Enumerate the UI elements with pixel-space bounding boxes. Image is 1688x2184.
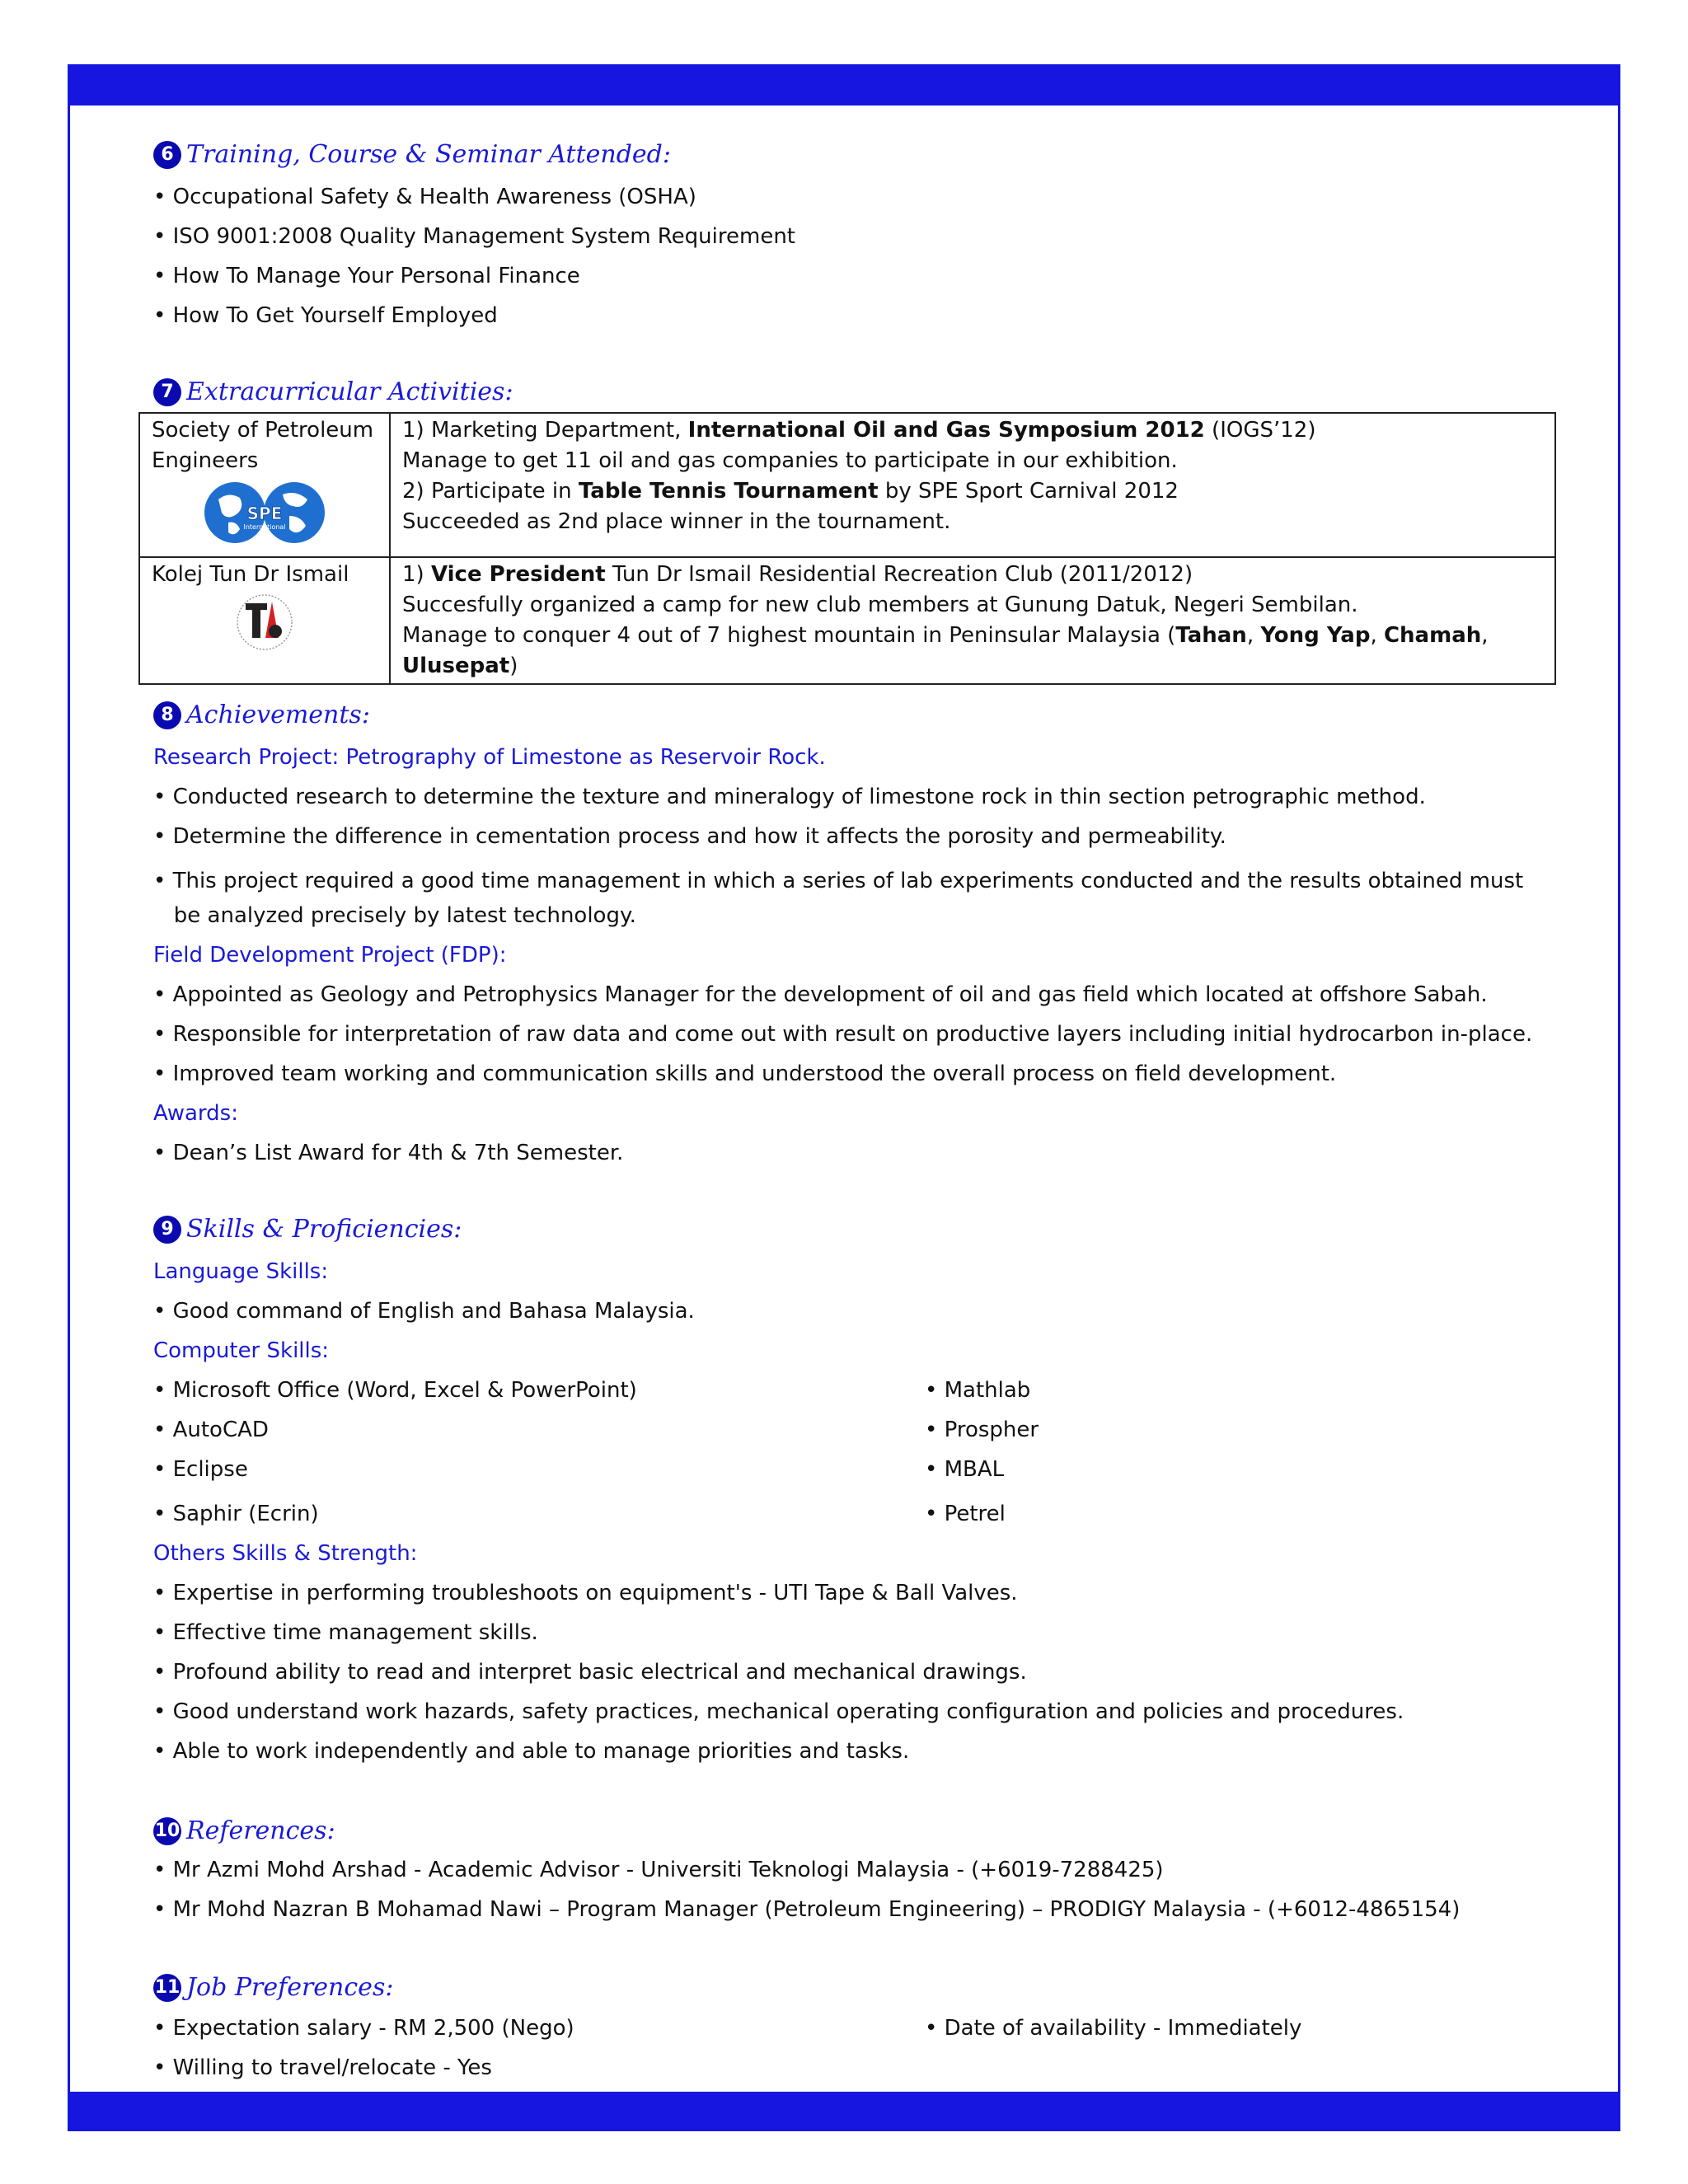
- list-item: • Willing to travel/relocate - Yes: [153, 2055, 492, 2080]
- list-item: • Profound ability to read and interpret basic electrical and mechanical drawings.: [153, 1660, 1027, 1685]
- list-item: • Mr Azmi Mohd Arshad - Academic Advisor - Universiti Teknologi Malaysia - (+6019-7288425): [153, 1858, 1164, 1882]
- subheading: Others Skills & Strength:: [153, 1541, 418, 1566]
- section-number-badge: 8: [153, 701, 181, 729]
- spe-logo: [152, 480, 377, 555]
- activity-line: 1) Vice President Tun Dr Ismail Residential Recreation Club (2011/2012): [402, 562, 1193, 587]
- section-title-text: References:: [186, 1816, 335, 1845]
- list-item: • How To Get Yourself Employed: [153, 303, 498, 328]
- list-item: • Saphir (Ecrin): [153, 1502, 319, 1526]
- list-item: be analyzed precisely by latest technology.: [153, 903, 636, 928]
- section-title-extracurricular: [153, 377, 513, 406]
- activity-line: Succesfully organized a camp for new club members at Gunung Datuk, Negeri Sembilan.: [402, 593, 1358, 617]
- activity-line: Manage to conquer 4 out of 7 highest mountain in Peninsular Malaysia (Tahan, Yong Yap, Chamah, Ulusepat): [402, 623, 1489, 678]
- list-item: • Mathlab: [925, 1378, 1031, 1403]
- list-item: • Occupational Safety & Health Awareness (OSHA): [153, 185, 696, 209]
- list-item: • Dean’s List Award for 4th & 7th Semester.: [153, 1141, 624, 1165]
- section-number-badge: 7: [153, 378, 181, 406]
- section-number-badge: 11: [153, 1974, 181, 2002]
- org-name-line: Society of Petroleum: [152, 418, 374, 443]
- table-row: [139, 557, 1555, 684]
- list-item: • Expectation salary - RM 2,500 (Nego): [153, 2016, 574, 2041]
- subheading: Field Development Project (FDP):: [153, 943, 507, 968]
- list-item: • Determine the difference in cementation process and how it affects the porosity and permeability.: [153, 824, 1226, 849]
- ktdi-logo: [152, 593, 377, 660]
- list-item: • Expertise in performing troubleshoots on equipment's - UTI Tape & Ball Valves.: [153, 1581, 1018, 1605]
- activity-line: 1) Marketing Department, International Oil and Gas Symposium 2012 (IOGS’12): [402, 418, 1316, 443]
- section-title-text: Training, Course & Seminar Attended:: [186, 140, 671, 169]
- spe-logo-text: SPE: [246, 504, 283, 523]
- list-item: • Conducted research to determine the texture and mineralogy of limestone rock in thin section petrographic method.: [153, 785, 1426, 809]
- subheading: Language Skills:: [153, 1259, 329, 1284]
- extracurricular-table: [138, 412, 1556, 685]
- section-title-text: Skills & Proficiencies:: [186, 1215, 462, 1244]
- section-title-job-preferences: [153, 1973, 393, 2002]
- section-title-skills: [153, 1215, 462, 1244]
- org-name-line: Engineers: [152, 448, 259, 473]
- list-item: • ISO 9001:2008 Quality Management System Requirement: [153, 224, 795, 249]
- subheading: Awards:: [153, 1101, 238, 1126]
- subheading: Research Project: Petrography of Limestone as Reservoir Rock.: [153, 745, 826, 770]
- section-title-text: Job Preferences:: [186, 1973, 394, 2002]
- activity-line: Succeeded as 2nd place winner in the tournament.: [402, 509, 951, 534]
- section-title-text: Extracurricular Activities:: [186, 377, 513, 406]
- spe-globe-icon: [204, 480, 326, 546]
- list-item: • Good understand work hazards, safety practices, mechanical operating configuration and policies and procedures.: [153, 1699, 1404, 1724]
- list-item: • Prospher: [925, 1418, 1039, 1442]
- list-item: • How To Manage Your Personal Finance: [153, 264, 580, 288]
- list-item: • Responsible for interpretation of raw data and come out with result on productive layers including initial hydrocarbon in-place.: [153, 1022, 1533, 1047]
- section-title-training: [153, 140, 671, 169]
- list-item: • Good command of English and Bahasa Malaysia.: [153, 1299, 695, 1324]
- activity-line: Manage to get 11 oil and gas companies to participate in our exhibition.: [402, 448, 1178, 473]
- activity-cell: [390, 413, 1555, 557]
- list-item: • Microsoft Office (Word, Excel & PowerPoint): [153, 1378, 637, 1403]
- list-item: • Able to work independently and able to manage priorities and tasks.: [153, 1739, 910, 1764]
- list-item: • Date of availability - Immediately: [925, 2016, 1302, 2041]
- org-name-line: Kolej Tun Dr Ismail: [152, 562, 349, 587]
- subheading: Computer Skills:: [153, 1338, 330, 1363]
- list-item: • Eclipse: [153, 1457, 248, 1482]
- list-item: • Effective time management skills.: [153, 1620, 538, 1645]
- section-title-references: [153, 1816, 335, 1845]
- org-cell: [139, 557, 390, 684]
- list-item: • MBAL: [925, 1457, 1005, 1482]
- section-title-achievements: [153, 701, 370, 729]
- list-item: • AutoCAD: [153, 1418, 269, 1442]
- list-item: • Mr Mohd Nazran B Mohamad Nawi – Program Manager (Petroleum Engineering) – PRODIGY Malaysia - (+6012-4865154): [153, 1897, 1461, 1922]
- top-banner: [68, 64, 1620, 105]
- section-number-badge: 10: [153, 1817, 181, 1845]
- bottom-banner: [68, 2092, 1620, 2131]
- activity-line: 2) Participate in Table Tennis Tournament by SPE Sport Carnival 2012: [402, 479, 1179, 504]
- org-cell: [139, 413, 390, 557]
- list-item: • Petrel: [925, 1502, 1006, 1526]
- spe-logo-subtext: International: [243, 523, 286, 531]
- list-item: • Appointed as Geology and Petrophysics Manager for the development of oil and gas field which located at offshore Sabah.: [153, 982, 1488, 1007]
- section-number-badge: 9: [153, 1216, 181, 1244]
- table-row: [139, 413, 1555, 557]
- section-title-text: Achievements:: [186, 701, 370, 729]
- list-item: • This project required a good time management in which a series of lab experiments conducted and the results obtained must: [153, 869, 1524, 893]
- list-item: • Improved team working and communication skills and understood the overall process on field development.: [153, 1062, 1337, 1086]
- activity-cell: [390, 557, 1555, 684]
- ktdi-emblem-icon: [229, 593, 300, 651]
- section-number-badge: 6: [153, 141, 181, 169]
